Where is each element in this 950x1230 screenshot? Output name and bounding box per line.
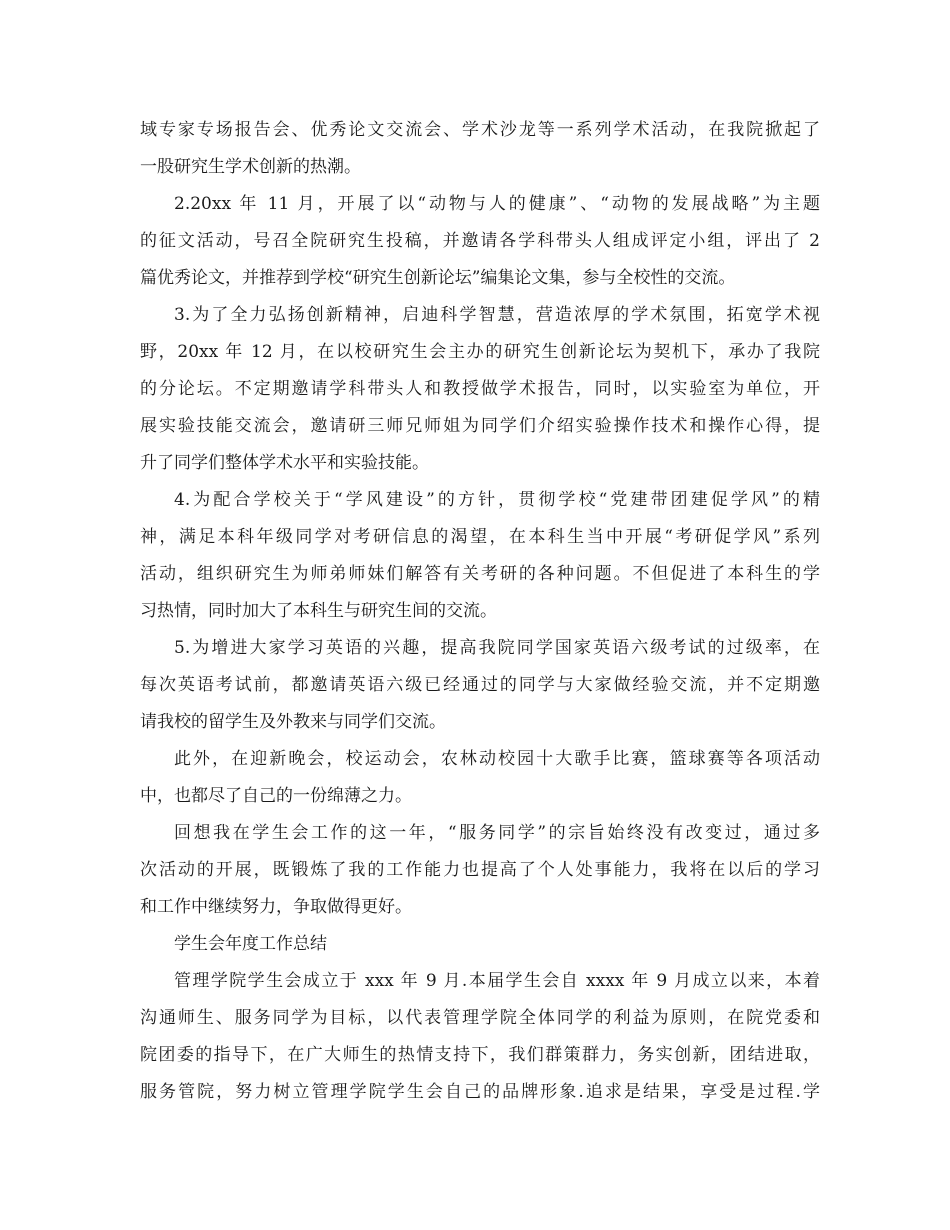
text-line: 次活动的开展，既锻炼了我的工作能力也提高了个人处事能力，我将在以后的学习	[140, 860, 820, 880]
text-line: 中，也都尽了自己的一份绵薄之力。	[140, 786, 412, 806]
text-line: 3.为了全力弘扬创新精神，启迪科学智慧，营造浓厚的学术氛围，拓宽学术视	[174, 305, 820, 325]
text-line: 一股研究生学术创新的热潮。	[140, 157, 361, 177]
text-line: 此外，在迎新晚会，校运动会，农林动校园十大歌手比赛，篮球赛等各项活动	[174, 749, 820, 769]
text-line: 和工作中继续努力，争取做得更好。	[140, 897, 412, 917]
text-line: 的分论坛。不定期邀请学科带头人和教授做学术报告，同时，以实验室为单位，开	[140, 379, 820, 399]
text-line: 活动，组织研究生为师弟师妹们解答有关考研的各种问题。不但促进了本科生的学	[140, 564, 820, 584]
text-line: 4.为配合学校关于“学风建设”的方针，贯彻学校“党建带团建促学风”的精	[174, 490, 820, 510]
text-line: 域专家专场报告会、优秀论文交流会、学术沙龙等一系列学术活动，在我院掀起了	[140, 120, 820, 140]
text-line: 每次英语考试前，都邀请英语六级已经通过的同学与大家做经验交流，并不定期邀	[140, 675, 820, 695]
text-line: 神，满足本科年级同学对考研信息的渴望，在本科生当中开展“考研促学风”系列	[140, 527, 820, 547]
text-line: 2.20xx 年 11 月，开展了以“动物与人的健康”、“动物的发展战略”为主题	[174, 194, 820, 214]
text-line: 习热情，同时加大了本科生与研究生间的交流。	[140, 601, 497, 621]
text-line: 5.为增进大家学习英语的兴趣，提高我院同学国家英语六级考试的过级率，在	[174, 638, 820, 658]
text-line: 院团委的指导下，在广大师生的热情支持下，我们群策群力，务实创新，团结进取，	[140, 1045, 820, 1065]
text-line: 展实验技能交流会，邀请研三师兄师姐为同学们介绍实验操作技术和操作心得，提	[140, 416, 820, 436]
text-line: 升了同学们整体学术水平和实验技能。	[140, 453, 429, 473]
text-line: 沟通师生、服务同学为目标，以代表管理学院全体同学的利益为原则，在院党委和	[140, 1008, 820, 1028]
text-line: 管理学院学生会成立于 xxx 年 9 月.本届学生会自 xxxx 年 9 月成立以来，本着	[174, 971, 820, 991]
document-body	[140, 112, 820, 1111]
text-line: 篇优秀论文，并推荐到学校“研究生创新论坛”编集论文集，参与全校性的交流。	[140, 268, 736, 288]
text-line: 回想我在学生会工作的这一年，“服务同学”的宗旨始终没有改变过，通过多	[174, 823, 820, 843]
text-line: 学生会年度工作总结	[174, 934, 327, 954]
text-line: 服务管院，努力树立管理学院学生会自己的品牌形象.追求是结果，享受是过程.学	[140, 1082, 820, 1102]
text-line: 的征文活动，号召全院研究生投稿，并邀请各学科带头人组成评定小组，评出了 2	[140, 231, 820, 251]
text-line: 请我校的留学生及外教来与同学们交流。	[140, 712, 446, 732]
text-line: 野，20xx 年 12 月，在以校研究生会主办的研究生创新论坛为契机下，承办了我院	[140, 342, 820, 362]
